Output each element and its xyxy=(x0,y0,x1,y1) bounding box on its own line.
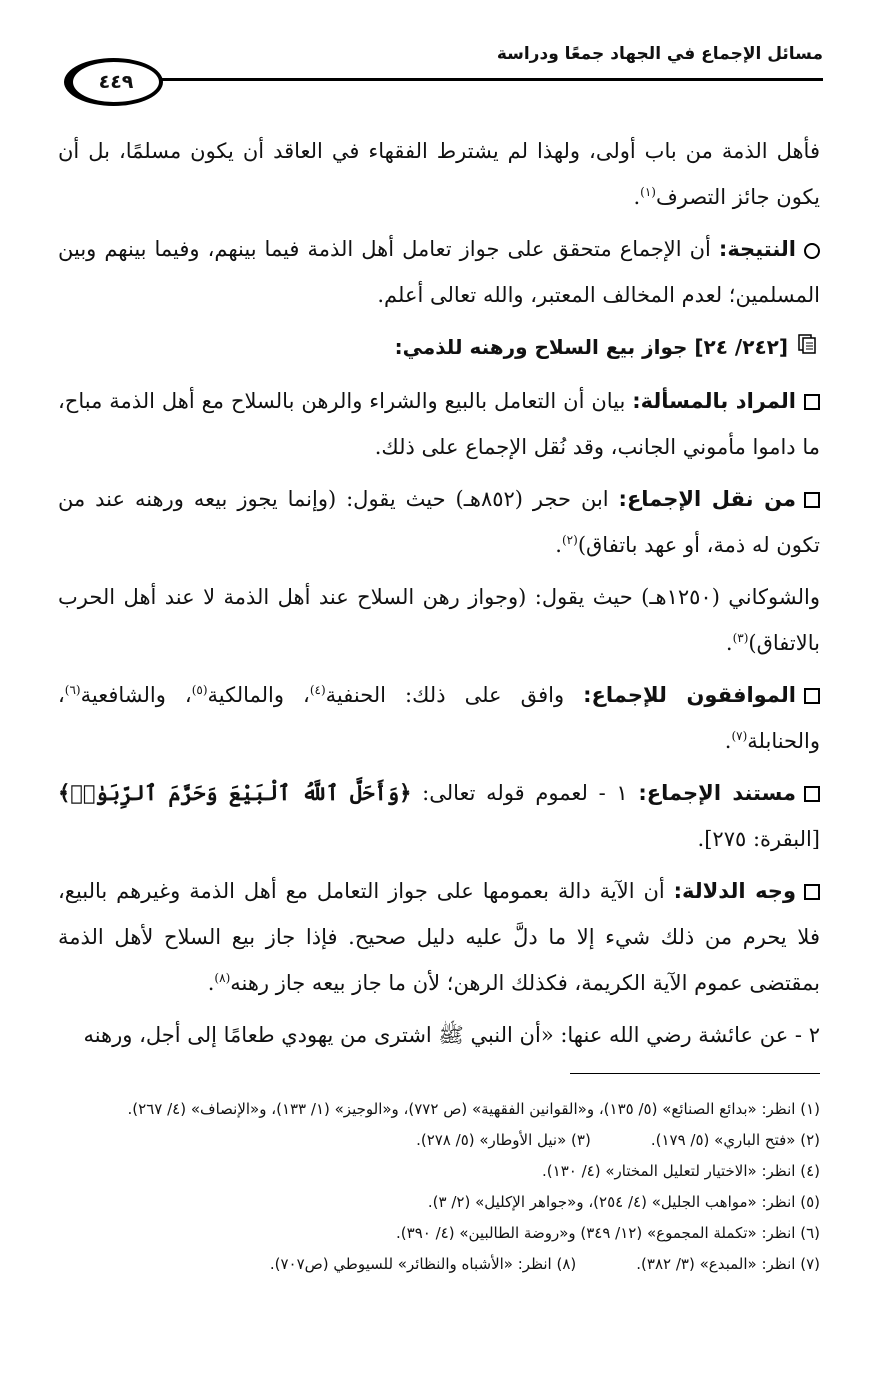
issue-heading xyxy=(58,324,820,372)
footnote-6: (٦) انظر: «تكملة المجموع» (١٢/ ٣٤٩) و«روضة الطالبين» (٤/ ٣٩٠). xyxy=(396,1224,820,1242)
footnote-ref[interactable]: (٨) xyxy=(214,970,231,985)
footnote-3: (٣) «نيل الأوطار» (٥/ ٢٧٨). xyxy=(416,1131,591,1149)
square-bullet-icon xyxy=(804,688,820,704)
footnote-separator xyxy=(570,1073,820,1074)
footnote-1: (١) انظر: «بدائع الصنائع» (٥/ ١٣٥)، و«القوانين الفقهية» (ص ٧٧٢)، و«الوجيز» (١/ ١٣٣)، و«الإنصاف» (٤/ ٢٦٧). xyxy=(127,1100,820,1118)
paragraph-meaning: المراد بالمسألة: بيان أن التعامل بالبيع والشراء والرهن بالسلاح مع أهل الذمة مباح، ما داموا مأموني الجانب، وقد نُقل الإجماع على ذلك. xyxy=(58,388,820,459)
footnote-ref[interactable]: (٥) xyxy=(191,682,208,697)
square-bullet-icon xyxy=(804,492,820,508)
footnote-4: (٤) انظر: «الاختيار لتعليل المختار» (٤/ ١٣٠). xyxy=(542,1162,820,1180)
square-bullet-icon xyxy=(804,786,820,802)
paragraph-transmitters: من نقل الإجماع: ابن حجر (٨٥٢هـ) حيث يقول: (وإنما يجوز بيعه ورهنه عند من تكون له ذمة، أو عهد باتفاق)$^{(٢)}$. xyxy=(58,486,820,557)
page-header xyxy=(58,44,823,104)
quran-verse: ﴿وَأَحَلَّ ٱللَّهُ ٱلْبَيْعَ وَحَرَّمَ ٱلرِّبَوٰا۟﴾ xyxy=(58,779,412,805)
paragraph-agreeing: الموافقون للإجماع: وافق على ذلك: الحنفية$^{(٤)}$، والمالكية$^{(٥)}$، والشافعية$^{(٦)}$، والحنابلة$^{(٧)}$. xyxy=(58,682,820,753)
footnotes xyxy=(58,1094,820,1280)
paragraph-1: فأهل الذمة من باب أولى، ولهذا لم يشترط الفقهاء في العاقد أن يكون مسلمًا، بل أن يكون جائز التصرف$^{(١)}$. xyxy=(58,139,820,209)
running-title: مسائل الإجماع في الجهاد جمعًا ودراسة xyxy=(496,44,823,64)
footnote-ref[interactable]: (٤) xyxy=(309,682,326,697)
header-rule xyxy=(128,78,823,81)
footnote-8: (٨) انظر: «الأشباه والنظائر» للسيوطي (ص٧٠٧). xyxy=(269,1255,577,1273)
footnote-5: (٥) انظر: «مواهب الجليل» (٤/ ٢٥٤)، و«جواهر الإكليل» (٢/ ٣). xyxy=(427,1193,820,1211)
issue-title: [٢٤٢/ ٢٤] جواز بيع السلاح ورهنه للذمي: xyxy=(394,335,788,359)
paragraph-basis: مستند الإجماع: ١ - لعموم قوله تعالى: ﴿وَأَحَلَّ ٱللَّهُ ٱلْبَيْعَ وَحَرَّمَ ٱلرِّبَوٰا۟﴾ [البقرة: ٢٧٥]. xyxy=(58,779,820,851)
paragraph-shawkani: والشوكاني (١٢٥٠هـ) حيث يقول: (وجواز رهن السلاح عند أهل الذمة لا عند أهل الحرب بالاتفاق)$^{(٣)}$. xyxy=(58,584,821,655)
page-number: ٤٤٩ xyxy=(64,58,163,106)
footnote-row xyxy=(58,1125,820,1156)
paragraph-hadith: ٢ - عن عائشة رضي الله عنها: «أن النبي ﷺ اشترى من يهودي طعامًا إلى أجل، ورهنه xyxy=(83,1022,820,1047)
footnote-2: (٢) «فتح الباري» (٥/ ١٧٩). xyxy=(650,1131,820,1149)
footnote-ref[interactable]: (٢) xyxy=(561,532,578,547)
paragraph-evidence: وجه الدلالة: أن الآية دالة بعمومها على جواز التعامل مع أهل الذمة وغيرهم بالبيع، فلا يحرم من ذلك شيء إلا ما دلَّ عليه دليل صحيح. فإذا جاز بيع السلاح لأهل الذمة بمقتضى عموم الآية الكريمة، فكذلك الرهن؛ لأن ما جاز بيعه جاز رهنه$^{(٨)}$. xyxy=(58,878,820,995)
paragraph-conclusion: النتيجة: أن الإجماع متحقق على جواز تعامل أهل الذمة فيما بينهم، وفيما بينهم وبين المسلمين؛ لعدم المخالف المعتبر، والله تعالى أعلم. xyxy=(58,237,820,307)
footnote-7: (٧) انظر: «المبدع» (٣/ ٣٨٢). xyxy=(636,1255,820,1273)
square-bullet-icon xyxy=(804,884,820,900)
footnote-ref[interactable]: (٦) xyxy=(64,682,81,697)
square-bullet-icon xyxy=(804,394,820,410)
documents-icon xyxy=(798,326,820,372)
main-text xyxy=(58,128,820,1064)
footnote-row xyxy=(58,1249,820,1280)
footnote-ref[interactable]: (٧) xyxy=(731,728,748,743)
footnote-ref[interactable]: (١) xyxy=(640,185,656,199)
circle-bullet-icon xyxy=(804,243,820,259)
footnote-ref[interactable]: (٣) xyxy=(732,630,749,645)
